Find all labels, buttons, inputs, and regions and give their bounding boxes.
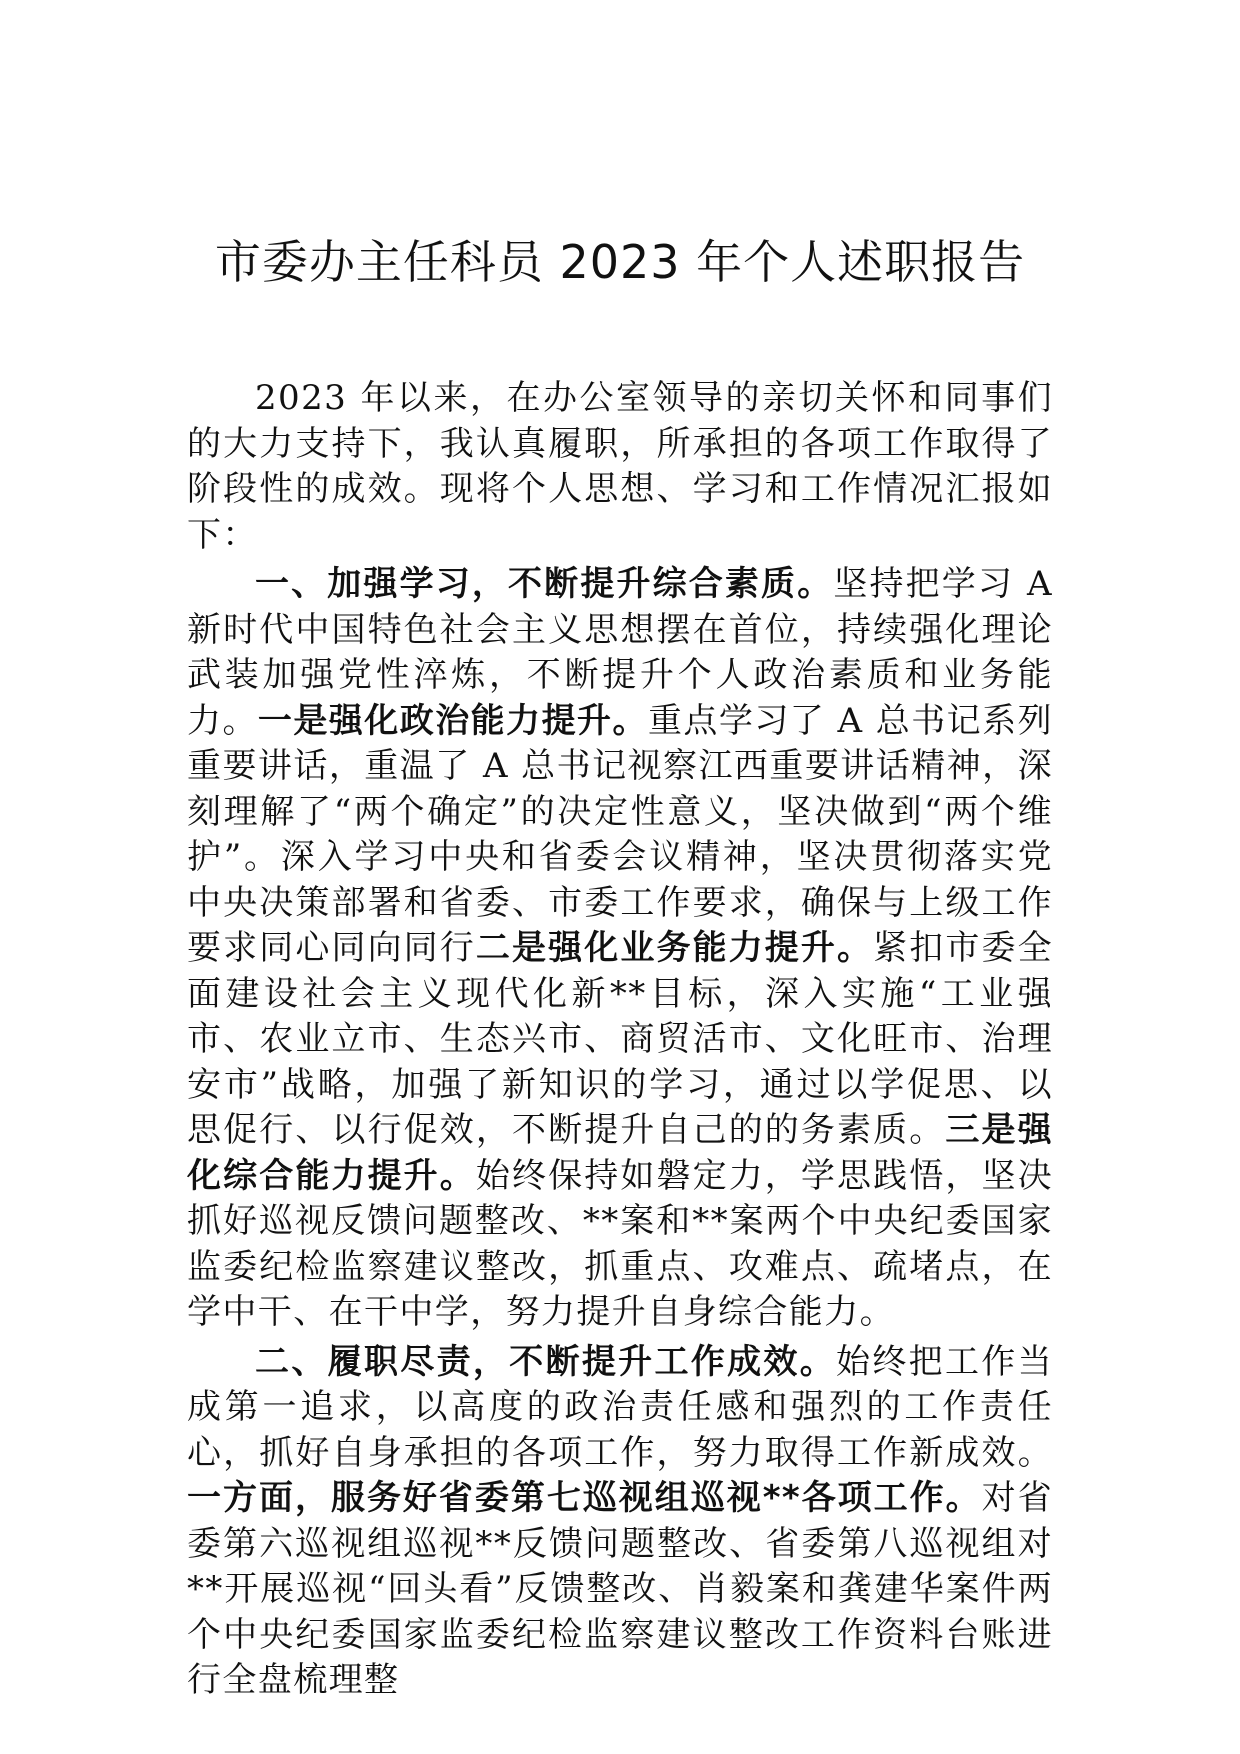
section-1-point-1-title: 一是强化政治能力提升。 bbox=[257, 700, 648, 741]
section-2-paragraph bbox=[187, 1340, 1053, 1704]
section-1-point-1-text: 重点学习了 A 总书记系列重要讲话，重温了 A 总书记视察江西重要讲话精神，深刻理解了“两个确定”的决定性意义，坚决做到“两个维护”。深入学习中央和省委会议精神，坚决贯彻落实党中央决策部署和省委、市委工作要求，确保与上级工作要求同心同向同行 bbox=[187, 700, 1053, 968]
document-title: 市委办主任科员 2023 年个人述职报告 bbox=[214, 235, 1026, 289]
section-2-point-1-title: 一方面，服务好省委第七巡视组巡视**各项工作。 bbox=[187, 1478, 982, 1518]
section-2-heading: 二、履职尽责，不断提升工作成效。 bbox=[255, 1341, 837, 1382]
section-2-text: 始终把工作当成第一追求，以高度的政治责任感和强烈的工作责任心，抓好自身承担的各项工作，努力取得工作新成效。 bbox=[187, 1341, 1053, 1473]
section-1-point-2-title: 二是强化业务能力提升。 bbox=[475, 928, 874, 968]
section-1-point-3-text: 始终保持如磐定力，学思践悟，坚决抓好巡视反馈问题整改、**案和**案两个中央纪委国家监委纪检监察建议整改，抓重点、攻难点、疏堵点，在学中干、在干中学，努力提升自身综合能力。 bbox=[187, 1155, 1053, 1332]
section-1-paragraph bbox=[187, 562, 1053, 1336]
section-1-point-2-text: 紧扣市委全面建设社会主义现代化新**目标，深入实施“工业强市、农业立市、生态兴市、商贸活市、文化旺市、治理安市”战略，加强了新知识的学习，通过以学促思、以思促行、以行促效，不断提升自己的的务素质。 bbox=[187, 928, 1054, 1150]
intro-paragraph: 2023 年以来，在办公室领导的亲切关怀和同事们的大力支持下，我认真履职，所承担的各项工作取得了阶段性的成效。现将个人思想、学习和工作情况汇报如下： bbox=[187, 378, 1053, 555]
section-1-text: 坚持把学习 A 新时代中国特色社会主义思想摆在首位，持续强化理论武装加强党性淬炼，不断提升个人政治素质和业务能力。 bbox=[187, 564, 1053, 741]
section-1-point-3-title: 三是强化综合能力提升。 bbox=[187, 1110, 1054, 1196]
section-2-point-1-text: 对省委第六巡视组巡视**反馈问题整改、省委第八巡视组对**开展巡视“回头看”反馈整改、肖毅案和龚建华案件两个中央纪委国家监委纪检监察建议整改工作资料台账进行全盘梳理整 bbox=[187, 1478, 1053, 1700]
section-1-heading: 一、加强学习，不断提升综合素质。 bbox=[255, 564, 834, 604]
document-body bbox=[187, 376, 1053, 1704]
